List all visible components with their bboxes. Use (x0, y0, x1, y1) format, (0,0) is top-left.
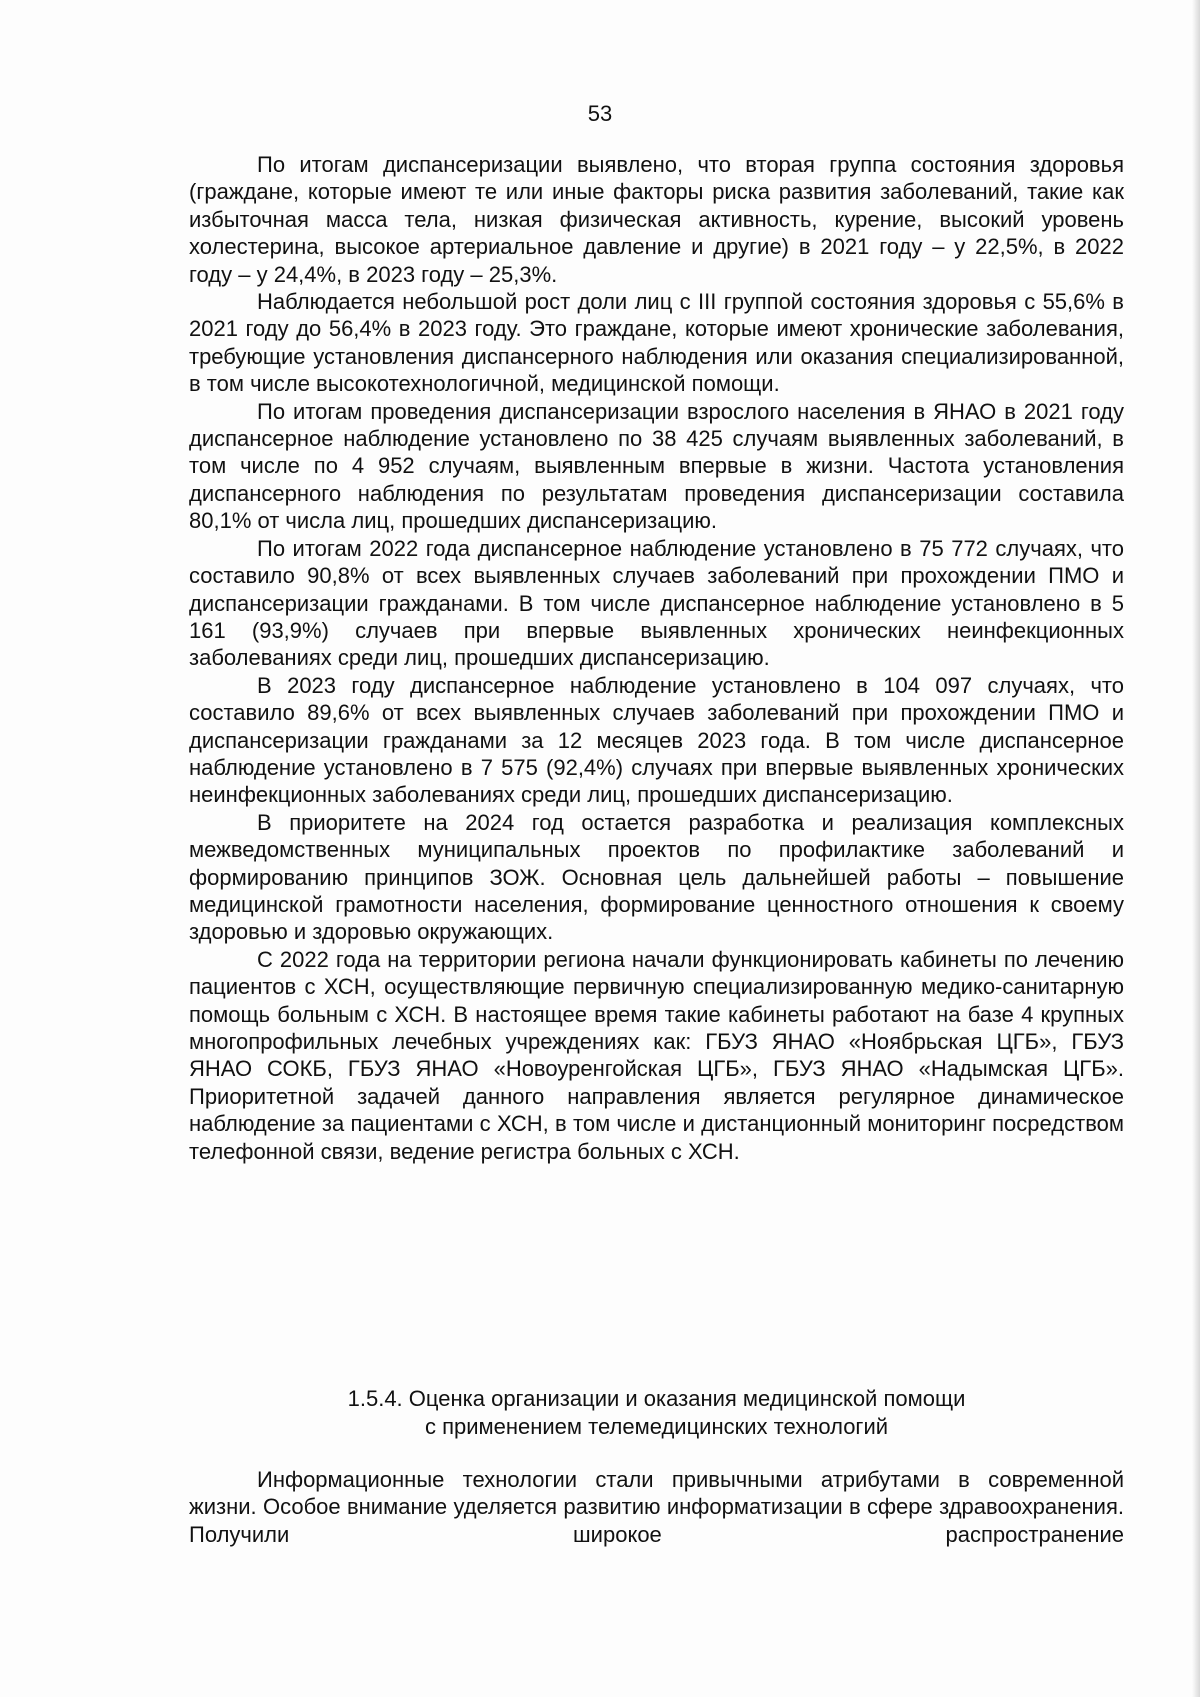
body-text (189, 151, 1124, 1165)
section-heading-line-1: 1.5.4. Оценка организации и оказания медицинской помощи (347, 1386, 966, 1411)
paragraph-dispensary-2022: По итогам 2022 года диспансерное наблюдение установлено в 75 772 случаях, что составило 90,8% от всех выявленных случаев заболеваний при прохождении ПМО и диспансеризации гражданами. В том числе диспансерное наблюдение установлено в 5 161 (93,9%) случаев при впервые выявленных хронических неинфекционных заболеваниях среди лиц, прошедших диспансеризацию. (189, 535, 1124, 671)
paragraph-dispensary-2021: По итогам проведения диспансеризации взрослого населения в ЯНАО в 2021 году диспансерное наблюдение установлено по 38 425 случаям выявленных заболеваний, в том числе по 4 952 случаям, выявленным впервые в жизни. Частота установления диспансерного наблюдения по результатам проведения диспансеризации составила 80,1% от числа лиц, прошедших диспансеризацию. (189, 398, 1124, 534)
paragraph-health-group-3: Наблюдается небольшой рост доли лиц с III группой состояния здоровья с 55,6% в 2021 году до 56,4% в 2023 году. Это граждане, которые имеют хронические заболевания, требующие установления диспансерного наблюдения или оказания специализированной, в том числе высокотехнологичной, медицинской помощи. (189, 289, 1124, 397)
paragraph-it-technologies: Информационные технологии стали привычными атрибутами в современной жизни. Особое внимание уделяется развитию информатизации в сфере здравоохранения. Получили широкое распространение (189, 1467, 1124, 1547)
section-body-text (189, 1466, 1124, 1548)
paragraph-health-group-2: По итогам диспансеризации выявлено, что вторая группа состояния здоровья (граждане, которые имеют те или иные факторы риска развития заболеваний, такие как избыточная масса тела, низкая физическая активность, курение, высокий уровень холестерина, высокое артериальное давление и другие) в 2021 году – у 22,5%, в 2022 году – у 24,4%, в 2023 году – 25,3%. (189, 152, 1124, 287)
paragraph-priority-2024: В приоритете на 2024 год остается разработка и реализация комплексных межведомственных муниципальных проектов по профилактике заболеваний и формированию принципов ЗОЖ. Основная цель дальнейшей работы – повышение медицинской грамотности населения, формирование ценностного отношения к своему здоровью и здоровью окружающих. (189, 809, 1124, 945)
page-edge-shadow (1192, 0, 1200, 1697)
section-heading (189, 1385, 1124, 1441)
paragraph-dispensary-2023: В 2023 году диспансерное наблюдение установлено в 104 097 случаях, что составило 89,6% от всех выявленных случаев заболеваний при прохождении ПМО и диспансеризации гражданами за 12 месяцев 2023 года. В том числе диспансерное наблюдение установлено в 7 575 (92,4%) случаях при впервые выявленных хронических неинфекционных заболеваниях среди лиц, прошедших диспансеризацию. (189, 672, 1124, 808)
paragraph-hsn-cabinets: С 2022 года на территории региона начали функционировать кабинеты по лечению пациентов с ХСН, осуществляющие первичную специализированную медико-санитарную помощь больным с ХСН. В настоящее время такие кабинеты работают на базе 4 крупных многопрофильных лечебных учреждениях как: ГБУЗ ЯНАО «Ноябрьская ЦГБ», ГБУЗ ЯНАО СОКБ, ГБУЗ ЯНАО «Новоуренгойская ЦГБ», ГБУЗ ЯНАО «Надымская ЦГБ». Приоритетной задачей данного направления является регулярное динамическое наблюдение за пациентами с ХСН, в том числе и дистанционный мониторинг посредством телефонной связи, ведение регистра больных с ХСН. (189, 946, 1124, 1164)
section-heading-line-2: с применением телемедицинских технологий (424, 1414, 889, 1439)
page-number: 53 (587, 101, 613, 126)
